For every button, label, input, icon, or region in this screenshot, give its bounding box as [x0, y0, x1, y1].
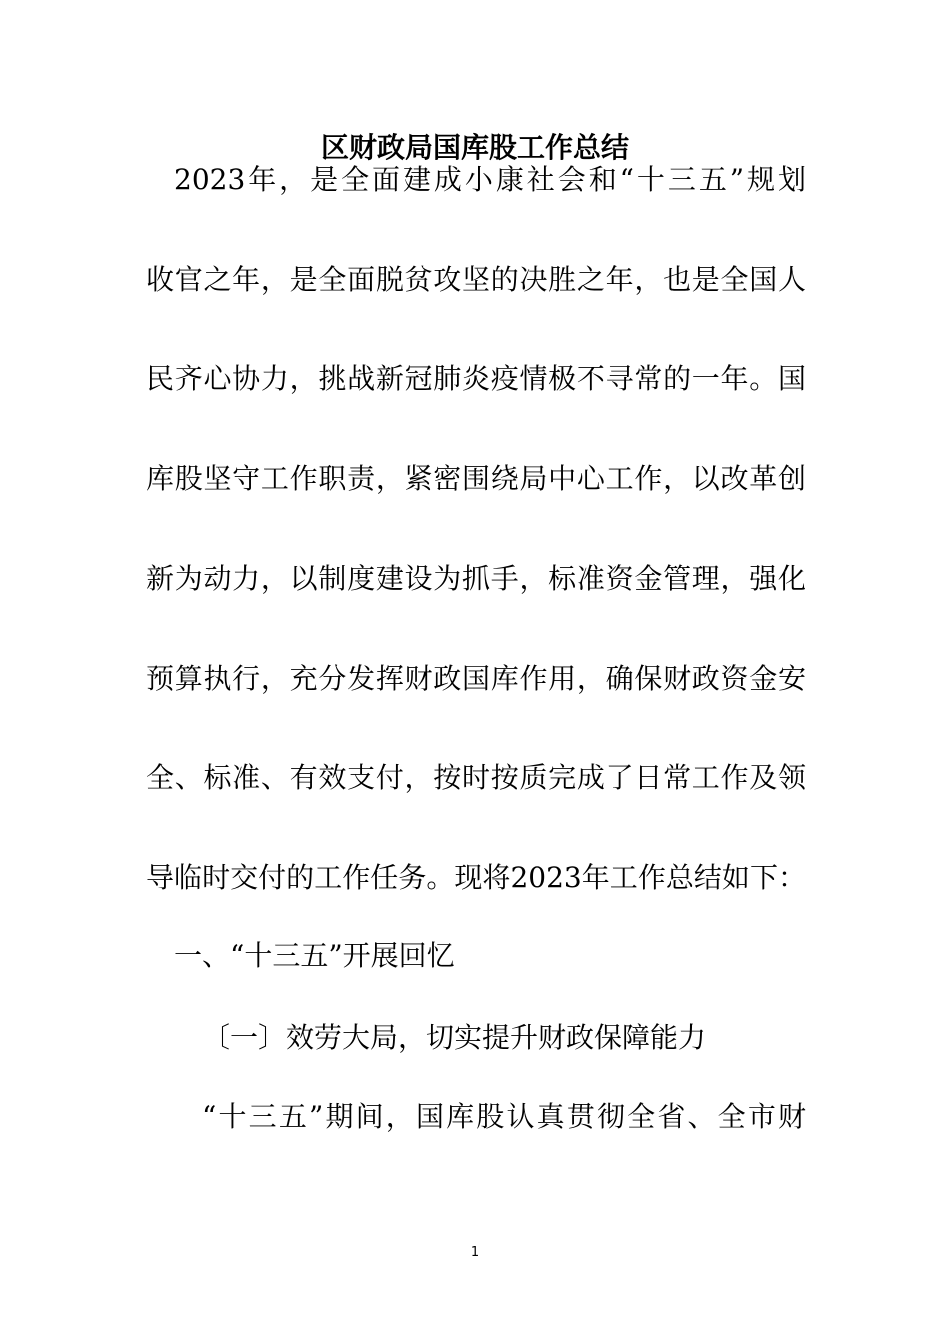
paragraph-line: 全、标准、有效支付，按时按质完成了日常工作及领 [146, 761, 806, 794]
paragraph-line: 2023年，是全面建成小康社会和“十三五”规划 [174, 163, 806, 196]
paragraph-line: 民齐心协力，挑战新冠肺炎疫情极不寻常的一年。国 [146, 362, 806, 395]
paragraph-line: 新为动力，以制度建设为抓手，标准资金管理，强化 [146, 562, 806, 595]
paragraph-line: 预算执行，充分发挥财政国库作用，确保财政资金安 [146, 662, 806, 695]
section-heading: 一、“十三五”开展回忆 [174, 939, 455, 972]
paragraph-line: 导临时交付的工作任务。现将2023年工作总结如下： [146, 861, 806, 894]
document-title: 区财政局国库股工作总结 [320, 131, 629, 164]
subsection-heading: 〔一〕效劳大局，切实提升财政保障能力 [202, 1021, 707, 1054]
paragraph-line: 收官之年，是全面脱贫攻坚的决胜之年，也是全国人 [146, 263, 806, 296]
page-number: 1 [470, 1245, 480, 1260]
paragraph-line: “十三五”期间，国库股认真贯彻全省、全市财 [202, 1100, 806, 1133]
paragraph-line: 库股坚守工作职责，紧密围绕局中心工作，以改革创 [146, 462, 806, 495]
